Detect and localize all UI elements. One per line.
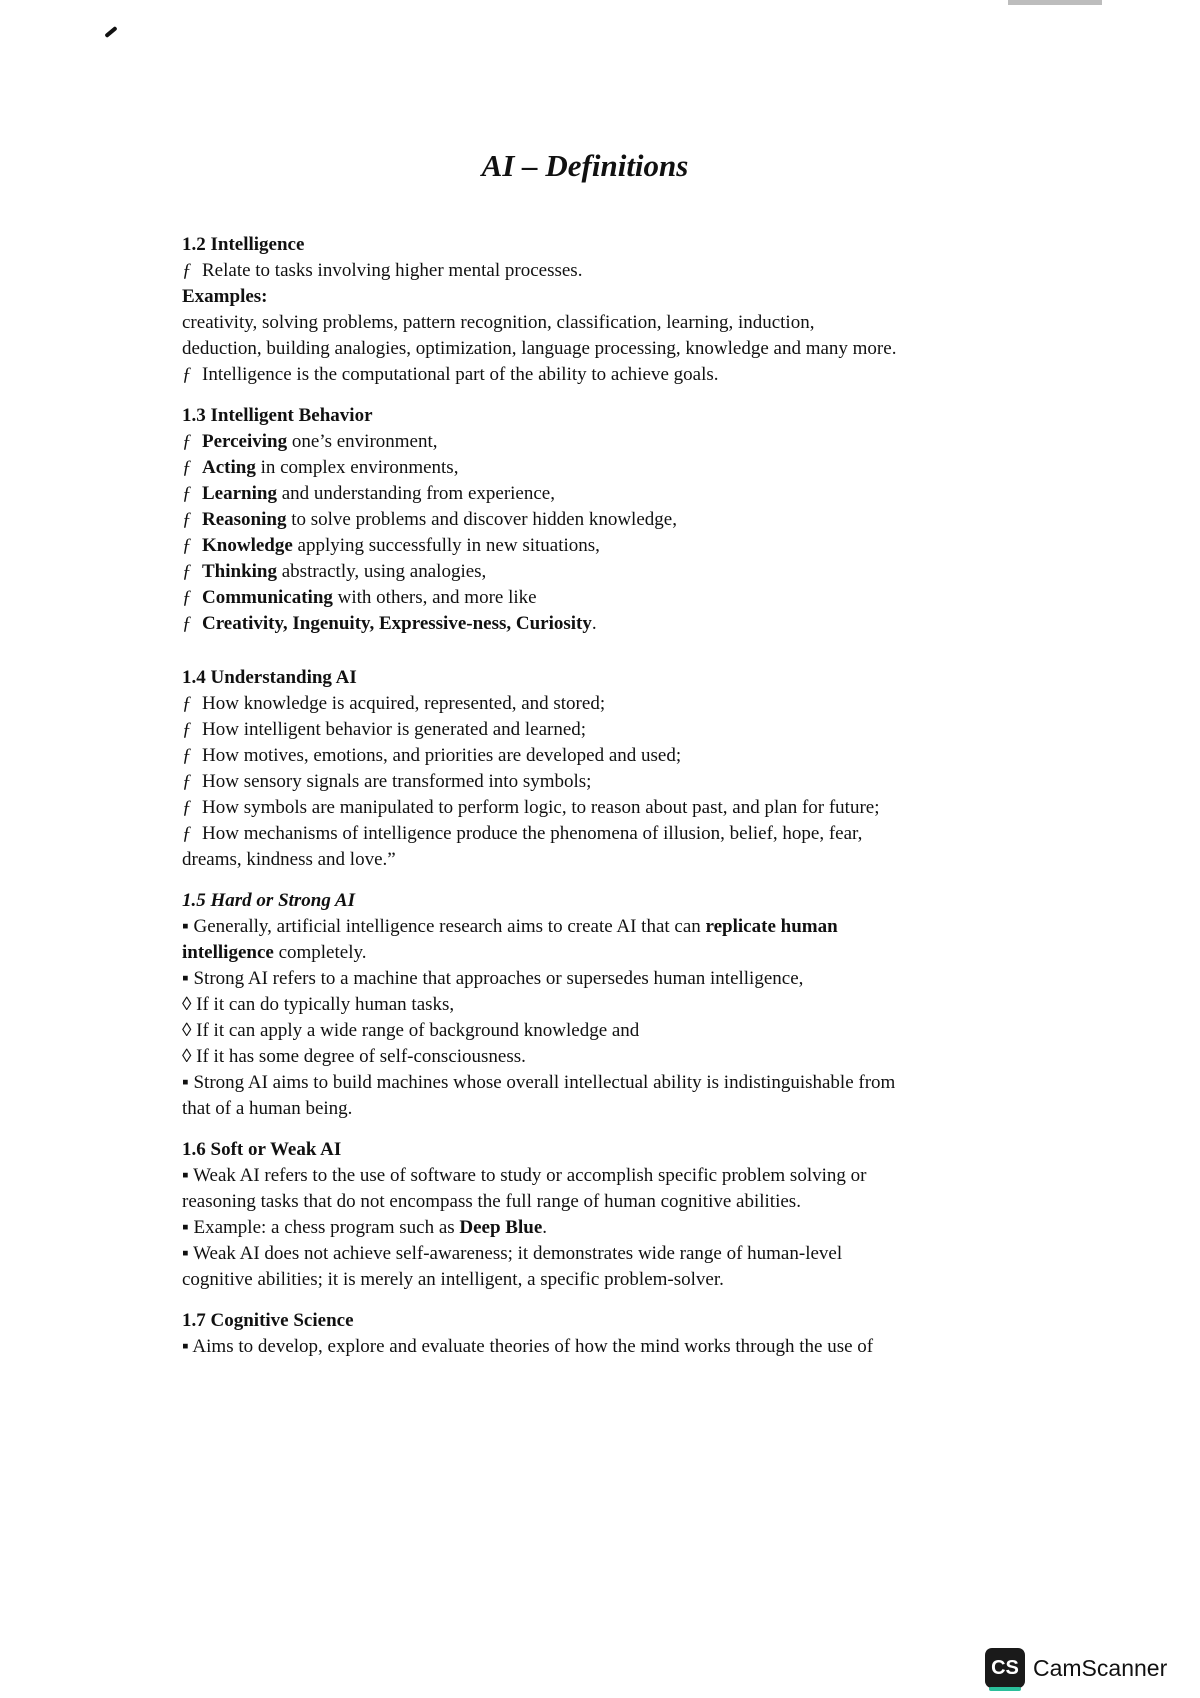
item-text: abstractly, using analogies,	[277, 561, 487, 582]
list-item	[182, 455, 1082, 481]
item-text: How symbols are manipulated to perform logic, to reason about past, and plan for future;	[202, 797, 880, 818]
bullet-icon: ƒ	[182, 431, 192, 452]
understanding-list	[182, 691, 1082, 847]
item-text: How mechanisms of intelligence produce the phenomena of illusion, belief, hope, fear,	[202, 823, 863, 844]
bullet-icon: ƒ	[182, 693, 192, 714]
paragraph: ▪ Weak AI refers to the use of software to study or accomplish specific problem solving or	[182, 1165, 867, 1186]
section-heading: 1.3 Intelligent Behavior	[182, 405, 373, 426]
item-text: applying successfully in new situations,	[292, 535, 600, 556]
camscanner-watermark	[985, 1648, 1167, 1688]
list-item	[182, 769, 1082, 795]
paragraph: ▪ Strong AI refers to a machine that approaches or supersedes human intelligence,	[182, 968, 804, 989]
bold-text: Knowledge	[202, 535, 293, 556]
paragraph: reasoning tasks that do not encompass the full range of human cognitive abilities.	[182, 1191, 801, 1212]
list-item	[182, 362, 1082, 388]
bold-text: Acting	[202, 457, 256, 478]
item-text: with others, and more like	[332, 587, 537, 608]
bullet-icon: ƒ	[182, 823, 192, 844]
paragraph: ▪ Aims to develop, explore and evaluate theories of how the mind works through the use of	[182, 1336, 874, 1357]
item-text: Intelligence is the computational part of the ability to achieve goals.	[202, 364, 719, 385]
list-item	[182, 821, 1082, 847]
list-item	[182, 533, 1082, 559]
bold-text: replicate human	[705, 916, 838, 937]
bold-text: Learning	[202, 483, 277, 504]
text-span: ▪ Example: a chess program such as	[182, 1217, 460, 1238]
bullet-icon: ƒ	[182, 364, 192, 385]
text-span: .	[542, 1217, 548, 1238]
section-weak-ai	[182, 1137, 1082, 1293]
section-understanding-ai	[182, 665, 1082, 873]
text-span: completely.	[273, 942, 367, 963]
diamond-item: ◊ If it can do typically human tasks,	[182, 994, 455, 1015]
paragraph	[182, 914, 1082, 940]
list-item	[182, 743, 1082, 769]
bullet-icon: ƒ	[182, 745, 192, 766]
section-heading: 1.6 Soft or Weak AI	[182, 1139, 342, 1160]
item-text: How motives, emotions, and priorities are developed and used;	[202, 745, 682, 766]
item-text: Relate to tasks involving higher mental processes.	[202, 260, 583, 281]
section-intelligence	[182, 232, 1082, 388]
list-item	[182, 795, 1082, 821]
bullet-icon: ƒ	[182, 509, 192, 530]
text-span: ▪ Generally, artificial intelligence research aims to create AI that can	[182, 916, 706, 937]
paragraph	[182, 940, 1082, 966]
list-item	[182, 559, 1082, 585]
paragraph: that of a human being.	[182, 1098, 353, 1119]
bullet-icon: ƒ	[182, 561, 192, 582]
paragraph	[182, 1215, 1082, 1241]
bullet-icon: ƒ	[182, 483, 192, 504]
section-intelligent-behavior	[182, 403, 1082, 637]
list-item	[182, 429, 1082, 455]
bullet-icon: ƒ	[182, 797, 192, 818]
bullet-icon: ƒ	[182, 613, 192, 634]
diamond-item: ◊ If it has some degree of self-consciousness.	[182, 1046, 526, 1067]
list-continuation: dreams, kindness and love.”	[182, 849, 396, 870]
item-text: in complex environments,	[255, 457, 459, 478]
item-text: .	[591, 613, 597, 634]
list-item	[182, 717, 1082, 743]
bullet-icon: ƒ	[182, 260, 192, 281]
section-heading: 1.5 Hard or Strong AI	[182, 890, 355, 911]
section-strong-ai	[182, 888, 1082, 1122]
section-heading: 1.4 Understanding AI	[182, 667, 357, 688]
document-body	[182, 232, 1082, 1375]
diamond-item: ◊ If it can apply a wide range of background knowledge and	[182, 1020, 640, 1041]
bullet-icon: ƒ	[182, 457, 192, 478]
paragraph: ▪ Strong AI aims to build machines whose overall intellectual ability is indistinguishable from	[182, 1072, 896, 1093]
camscanner-logo-icon: CS	[985, 1648, 1025, 1688]
item-text: one’s environment,	[287, 431, 438, 452]
item-text: How intelligent behavior is generated and learned;	[202, 719, 587, 740]
bold-text: Communicating	[202, 587, 333, 608]
bullet-icon: ƒ	[182, 587, 192, 608]
paragraph: cognitive abilities; it is merely an intelligent, a specific problem-solver.	[182, 1269, 724, 1290]
bold-text: Reasoning	[202, 509, 287, 530]
camscanner-text: CamScanner	[1033, 1654, 1168, 1681]
section-heading: 1.7 Cognitive Science	[182, 1310, 354, 1331]
list-item	[182, 585, 1082, 611]
bold-text: Perceiving	[202, 431, 288, 452]
bold-text: Creativity, Ingenuity, Expressive-ness, Curiosity	[202, 613, 592, 634]
item-text: and understanding from experience,	[276, 483, 555, 504]
scan-edge-artifact	[1008, 0, 1102, 5]
bullet-icon: ƒ	[182, 719, 192, 740]
list-item	[182, 691, 1082, 717]
section-cognitive-science	[182, 1308, 1082, 1360]
bold-text: Thinking	[202, 561, 277, 582]
list-item	[182, 481, 1082, 507]
item-text: How knowledge is acquired, represented, and stored;	[202, 693, 606, 714]
behavior-list	[182, 429, 1082, 637]
examples-text: deduction, building analogies, optimization, language processing, knowledge and many more.	[182, 338, 897, 359]
bold-text: intelligence	[182, 942, 274, 963]
paragraph: ▪ Weak AI does not achieve self-awareness; it demonstrates wide range of human-level	[182, 1243, 843, 1264]
list-item	[182, 258, 1082, 284]
section-heading: 1.2 Intelligence	[182, 234, 305, 255]
bullet-icon: ƒ	[182, 535, 192, 556]
item-text: How sensory signals are transformed into symbols;	[202, 771, 592, 792]
examples-label: Examples:	[182, 286, 268, 307]
examples-text: creativity, solving problems, pattern recognition, classification, learning, induction,	[182, 312, 815, 333]
pen-mark	[104, 26, 117, 38]
bold-text: Deep Blue	[459, 1217, 543, 1238]
list-item	[182, 611, 1082, 637]
list-item	[182, 507, 1082, 533]
page-title: AI – Definitions	[481, 148, 689, 183]
item-text: to solve problems and discover hidden knowledge,	[286, 509, 677, 530]
bullet-icon: ƒ	[182, 771, 192, 792]
